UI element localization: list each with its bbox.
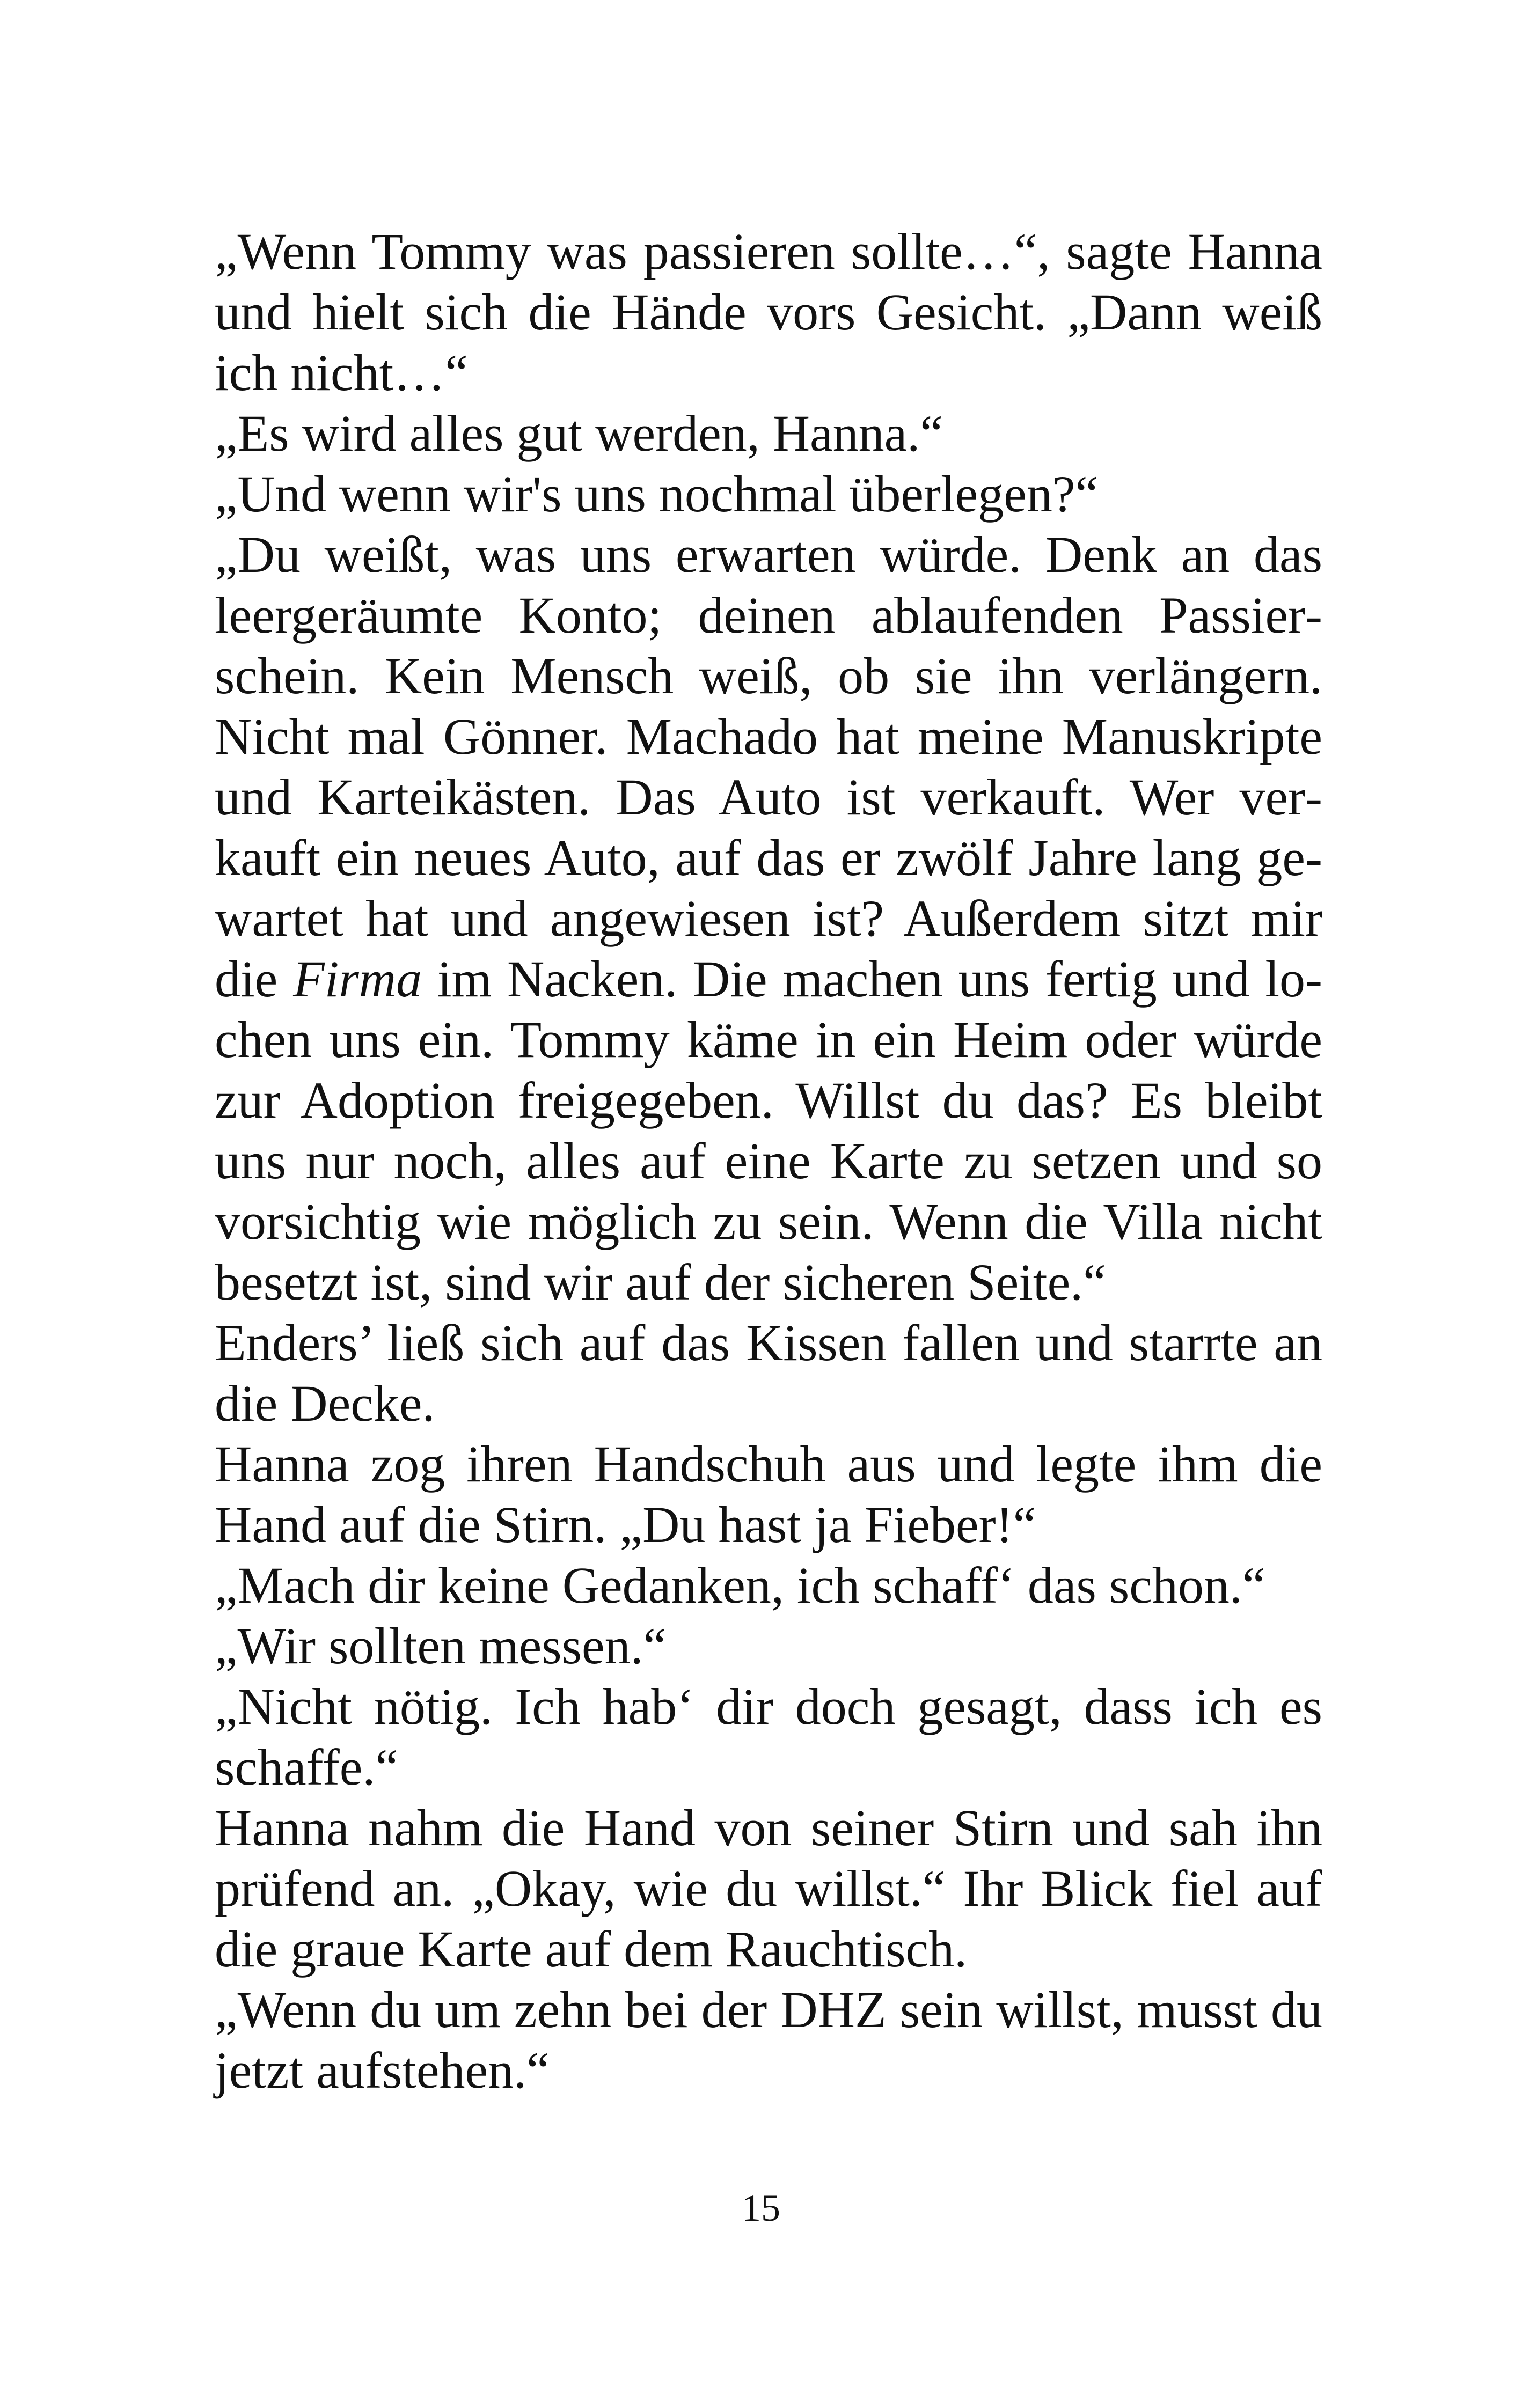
- paragraph: „Wenn Tommy was passieren sollte…“, sagte Hanna und hielt sich die Hände vors Gesicht. „Dann weiß ich nicht…“: [215, 223, 1322, 401]
- paragraph: „Nicht nötig. Ich hab‘ dir doch gesagt, dass ich es schaffe.“: [215, 1678, 1322, 1796]
- paragraph-text: im Nacken. Die machen uns fertig und lochen uns ein. Tommy käme in ein Heim oder würde zur Adoption freigegeben. Willst du das? Es bleibt uns nur noch, alles auf eine Karte zu setzen und so vorsichtig wie möglich zu sein. Wenn die Villa nicht besetzt ist, sind wir auf der sicheren Seite.“: [215, 950, 1323, 1311]
- paragraph: „Wenn du um zehn bei der DHZ sein willst, musst du jetzt aufstehen.“: [215, 1981, 1322, 2099]
- paragraph-text: „Du weißt, was uns erwarten würde. Denk an das leergeräumte Konto; deinen ablaufenden Passierschein. Kein Mensch weiß, ob sie ihn verlängern. Nicht mal Gönner. Machado hat meine Manuskripte und Karteikästen. Das Auto ist verkauft. Wer verkauft ein neues Auto, auf das er zwölf Jahre lang gewartet hat und angewiesen ist? Außerdem sitzt mir die: [215, 526, 1322, 1008]
- emphasized-word: Firma: [293, 950, 422, 1008]
- paragraph: „Es wird alles gut werden, Hanna.“: [215, 405, 943, 462]
- page-number: 15: [742, 2186, 780, 2229]
- paragraph: Hanna zog ihren Handschuh aus und legte ihm die Hand auf die Stirn. „Du hast ja Fieber!“: [215, 1435, 1322, 1553]
- paragraph: Hanna nahm die Hand von seiner Stirn und sah ihn prüfend an. „Okay, wie du willst.“ Ihr Blick fiel auf die graue Karte auf dem Rauchtisch.: [215, 1799, 1322, 1978]
- paragraph: „Und wenn wir's uns nochmal überlegen?“: [215, 465, 1099, 523]
- paragraph: Enders’ ließ sich auf das Kissen fallen und starrte an die Decke.: [215, 1314, 1322, 1432]
- body-text: [215, 221, 1322, 2101]
- paragraph: „Wir sollten messen.“: [215, 1617, 667, 1675]
- paragraph: „Mach dir keine Gedanken, ich schaff‘ das schon.“: [215, 1557, 1265, 1614]
- paragraph: [215, 524, 1322, 1312]
